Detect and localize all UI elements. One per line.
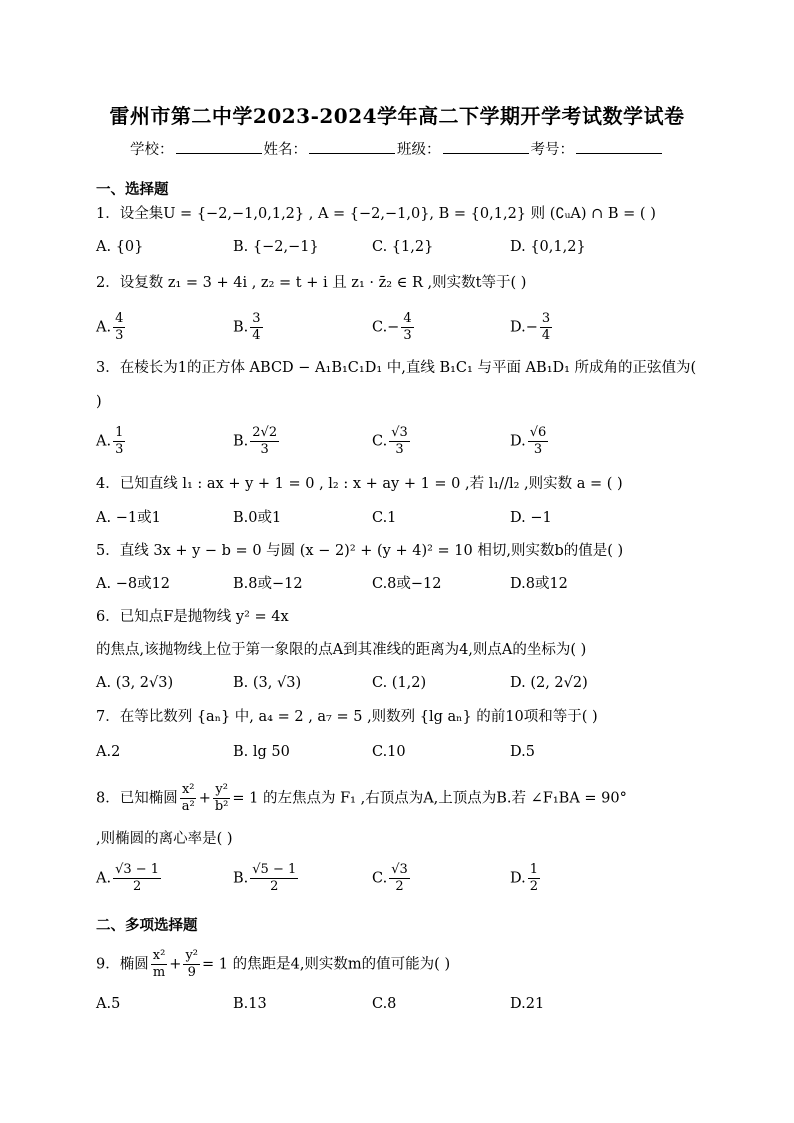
question-7-option-c[interactable]: C.10 [372, 744, 406, 760]
question-9-option-d[interactable]: D.21 [510, 996, 545, 1012]
section-heading-multiple: 二、多项选择题 [96, 918, 198, 934]
question-2-option-a[interactable]: A. $\frac{4}{3}$ [96, 311, 124, 343]
name-blank[interactable] [309, 139, 395, 154]
school-blank[interactable] [176, 139, 262, 154]
student-info-line [0, 138, 794, 159]
question-2-option-b[interactable]: B. $\frac{3}{4}$ [233, 311, 261, 343]
question-6-stem: 6．已知点F是抛物线 y² = 4x [96, 609, 289, 625]
question-5-option-b[interactable]: B.8或−12 [233, 576, 303, 592]
question-8-stem: 8．已知椭圆 $\frac{\text{x²}}{\text{a²}}$ + $\frac{\text{y²}}{\text{b²}}$ = 1 的左焦点为 F₁ ,右顶点为A,上顶点为B.若 ∠F₁BA = 90° [96, 782, 627, 814]
question-7-option-d[interactable]: D.5 [510, 744, 535, 760]
question-2-option-c[interactable]: C.− $\frac{4}{3}$ [372, 311, 412, 343]
question-5-option-a[interactable]: A. −8或12 [96, 576, 171, 592]
question-8-option-c[interactable]: C. $\frac{√3}{2}$ [372, 862, 408, 894]
school-label: 学校： [130, 142, 174, 158]
question-3-option-a[interactable]: A. $\frac{1}{3}$ [96, 425, 124, 457]
question-9-option-a[interactable]: A.5 [96, 996, 121, 1012]
question-1-stem: 1．设全集U = {−2,−1,0,1,2} , A = {−2,−1,0}, B = {0,1,2} 则 (∁ᵤA) ∩ B = ( ) [96, 206, 656, 222]
question-4-option-c[interactable]: C.1 [372, 510, 397, 526]
question-9-option-b[interactable]: B.13 [233, 996, 267, 1012]
question-5-option-c[interactable]: C.8或−12 [372, 576, 442, 592]
question-6-option-a[interactable]: A. (3, 2√3) [96, 675, 174, 691]
question-5-stem: 5．直线 3x + y − b = 0 与圆 (x − 2)² + (y + 4)² = 10 相切,则实数b的值是( ) [96, 543, 624, 559]
question-3-option-b[interactable]: B. $\frac{2√2}{3}$ [233, 425, 278, 457]
class-label: 班级： [397, 142, 441, 158]
question-3-stem: 3．在棱长为1的正方体 ABCD − A₁B₁C₁D₁ 中,直线 B₁C₁ 与平面 AB₁D₁ 所成角的正弦值为( [96, 360, 697, 376]
question-8-option-d[interactable]: D. $\frac{1}{2}$ [510, 862, 538, 894]
question-6-option-b[interactable]: B. (3, √3) [233, 675, 302, 691]
question-3-stem-cont: ) [96, 394, 102, 410]
question-4-option-a[interactable]: A. −1或1 [96, 510, 161, 526]
number-label: 考号： [530, 142, 574, 158]
question-1-option-d[interactable]: D. {0,1,2} [510, 239, 586, 255]
question-7-option-a[interactable]: A.2 [96, 744, 121, 760]
question-7-stem: 7．在等比数列 {aₙ} 中, a₄ = 2 , a₇ = 5 ,则数列 {lg aₙ} 的前10项和等于( ) [96, 709, 598, 725]
question-6-option-d[interactable]: D. (2, 2√2) [510, 675, 588, 691]
question-9-stem: 9．椭圆 $\frac{\text{x²}}{m}$ + $\frac{\text{y²}}{9}$ = 1 的焦距是4,则实数m的值可能为( ) [96, 948, 451, 980]
class-blank[interactable] [443, 139, 529, 154]
section-heading-choice: 一、选择题 [96, 182, 169, 198]
question-4-option-b[interactable]: B.0或1 [233, 510, 282, 526]
question-8-option-a[interactable]: A. $\frac{√3 - 1}{2}$ [96, 862, 160, 894]
question-6-stem-cont: 的焦点,该抛物线上位于第一象限的点A到其准线的距离为4,则点A的坐标为( ) [96, 642, 587, 658]
question-8-option-b[interactable]: B. $\frac{√5 - 1}{2}$ [233, 862, 297, 894]
question-1-option-c[interactable]: C. {1,2} [372, 239, 434, 255]
name-label: 姓名： [263, 142, 307, 158]
question-3-option-c[interactable]: C. $\frac{√3}{3}$ [372, 425, 408, 457]
question-3-option-d[interactable]: D. $\frac{√6}{3}$ [510, 425, 547, 457]
number-blank[interactable] [576, 139, 662, 154]
question-5-option-d[interactable]: D.8或12 [510, 576, 568, 592]
question-2-option-d[interactable]: D.− $\frac{3}{4}$ [510, 311, 551, 343]
question-7-option-b[interactable]: B. lg 50 [233, 744, 290, 760]
page-title: 雷州市第二中学2023-2024学年高二下学期开学考试数学试卷 [109, 104, 685, 128]
question-1-option-a[interactable]: A. {0} [96, 239, 144, 255]
question-4-option-d[interactable]: D. −1 [510, 510, 552, 526]
question-1-option-b[interactable]: B. {−2,−1} [233, 239, 319, 255]
question-8-stem-cont: ,则椭圆的离心率是( ) [96, 831, 233, 847]
question-4-stem: 4．已知直线 l₁ : ax + y + 1 = 0 , l₂ : x + ay + 1 = 0 ,若 l₁//l₂ ,则实数 a = ( ) [96, 476, 623, 492]
question-9-option-c[interactable]: C.8 [372, 996, 397, 1012]
question-6-option-c[interactable]: C. (1,2) [372, 675, 427, 691]
question-2-stem: 2．设复数 z₁ = 3 + 4i , z₂ = t + i 且 z₁ · z̄₂ ∈ R ,则实数t等于( ) [96, 275, 527, 291]
